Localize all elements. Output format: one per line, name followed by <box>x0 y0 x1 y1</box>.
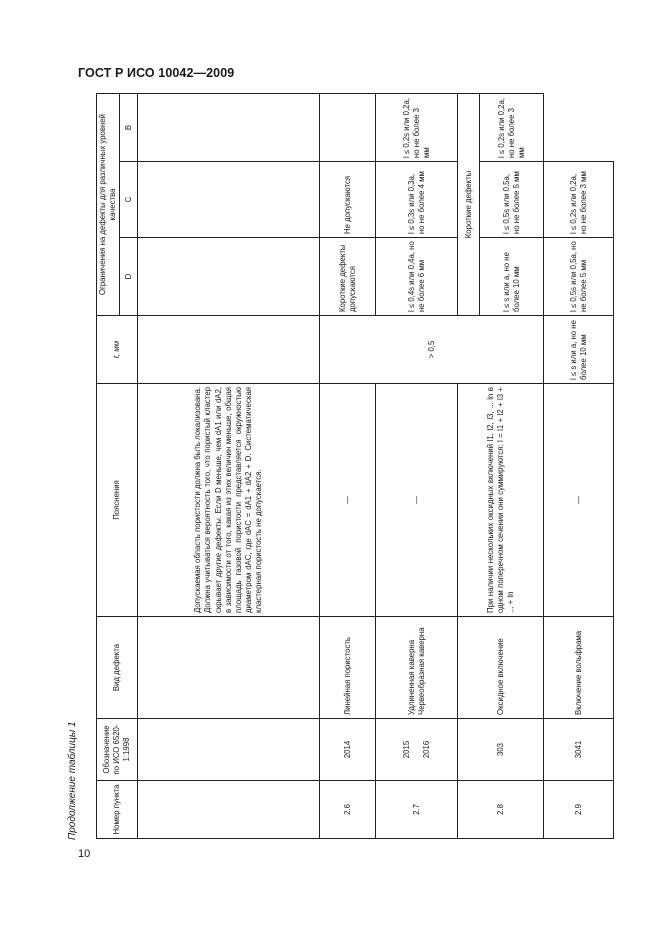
limit-c: l ≤ 0,5s или 0,5a, но не более 5 мм <box>544 238 614 316</box>
designation: 2014 <box>320 719 376 781</box>
defect-type <box>376 617 458 719</box>
header-defect-type: Вид дефекта <box>97 617 138 719</box>
notes-cell <box>138 384 320 617</box>
defect-type: Включение вольфрама <box>544 617 614 719</box>
table-row <box>544 94 614 839</box>
header-designation: Обозначение по ИСО 6520-1:1998 <box>97 719 138 781</box>
table-row <box>458 94 480 839</box>
limit-d: l ≤ s или a, но не более 10 мм <box>544 316 614 384</box>
header-thickness: t, мм <box>97 316 138 384</box>
limit-b: l ≤ 0,2s или 0,2a, но не более 3 мм <box>544 162 614 238</box>
notes-cell: При наличии нескольких оксидных включений l1, l2, l3, ... ln в одном поперечном сечении они суммируются: l = l1 + l2 + l3 + ... + ln <box>458 384 544 617</box>
defect-table <box>96 94 613 839</box>
limit-d: Короткие дефекты допускаются <box>320 238 376 316</box>
item-number: 2.8 <box>458 781 544 839</box>
limit-d: l ≤ s или a, но не более 10 мм <box>480 238 544 316</box>
designation-b: 2016 <box>421 740 431 759</box>
defect-type: Линейная пористость <box>320 617 376 719</box>
page-number: 10 <box>78 848 91 860</box>
table-row <box>376 94 458 839</box>
limit-c: l ≤ 0,3s или 0,3a, но не более 4 мм <box>376 162 458 238</box>
defect-type-b: Червеобразная каверна <box>416 627 426 715</box>
header-level-d: D <box>120 238 138 316</box>
header-level-b: B <box>120 94 138 162</box>
notes-cell: — <box>320 384 376 617</box>
item-number: 2.7 <box>376 781 458 839</box>
limit-b <box>320 94 376 162</box>
item-number: 2.6 <box>320 781 376 839</box>
limit-d: l ≤ 0,4s или 0,4a, но не более 6 мм <box>376 238 458 316</box>
header-limits: Ограничения на дефекты для различных уровней качества <box>97 94 120 316</box>
porosity-notes-text: Допускаемая область пористости должна быть локализована. Должна учитываться вероятность того, что пористый кластер скрывает другие дефекты. Если D меньше, чем dA1 или dA2, в зависимости от того, какая из этих величин меньше, общая площадь газовой пористости представляется окружностью диаметром dAC, где dAC = dA1 + dA2 + D. Систематическая кластерная пористость не допускается. <box>193 387 264 613</box>
short-defects-span: Короткие дефекты <box>458 94 480 316</box>
header-notes: Пояснения <box>97 384 138 617</box>
limit-b: l ≤ 0,2s или 0,2a, но не более 3 мм <box>376 94 458 162</box>
designation <box>376 719 458 781</box>
defect-type: Оксидное включение <box>458 617 544 719</box>
defect-type-a: Удлиненная каверна <box>406 639 416 715</box>
thickness-value: > 0,5 <box>320 316 544 384</box>
limit-c: l ≤ 0,5s или 0,5a, но не более 5 мм <box>480 162 544 238</box>
designation-a: 2015 <box>401 740 411 759</box>
header-item-number: Номер пункта <box>97 781 138 839</box>
limit-c: Не допускаются <box>320 162 376 238</box>
designation: 3041 <box>544 719 614 781</box>
table-continuation-caption: Продолжение таблицы 1 <box>67 721 78 840</box>
notes-cell: — <box>376 384 458 617</box>
table-row <box>138 94 320 839</box>
limit-b: l ≤ 0,2s или 0,2a, но не более 3 мм <box>480 94 544 162</box>
document-title: ГОСТ Р ИСО 10042—2009 <box>78 66 235 80</box>
designation: 303 <box>458 719 544 781</box>
item-number: 2.9 <box>544 781 614 839</box>
header-level-c: C <box>120 162 138 238</box>
notes-cell: — <box>544 384 614 617</box>
table-row <box>320 94 376 839</box>
